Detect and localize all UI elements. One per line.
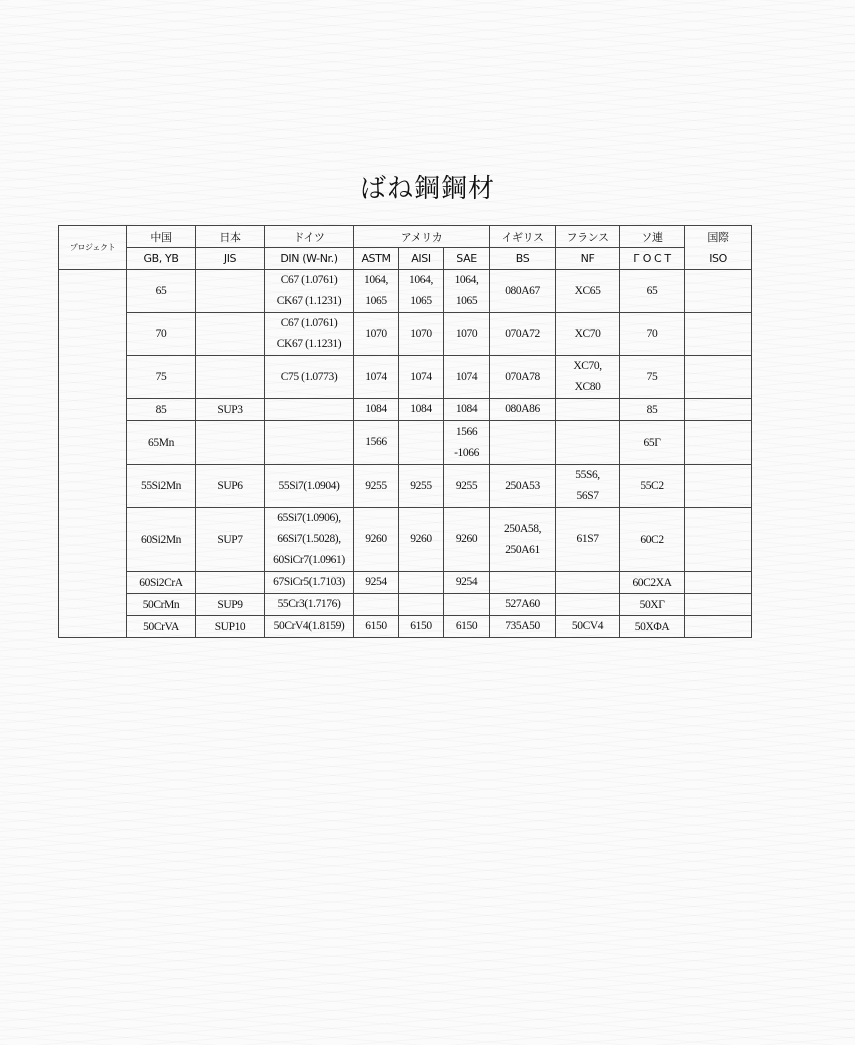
cell-line: 080A86 bbox=[505, 403, 540, 415]
cell-nf bbox=[556, 399, 620, 421]
cell-din bbox=[265, 356, 354, 399]
cell-line: C67 (1.0761) bbox=[280, 317, 338, 329]
cell-bs bbox=[490, 616, 556, 638]
cell-line: XC70, bbox=[573, 360, 602, 372]
cell-sae bbox=[444, 465, 490, 508]
cell-line: 9260 bbox=[365, 533, 387, 545]
cell-iso bbox=[685, 313, 752, 356]
cell-jis bbox=[196, 421, 265, 465]
cell-line: 1065 bbox=[455, 295, 478, 307]
cell-jis: SUP6 bbox=[196, 465, 265, 508]
table-row bbox=[59, 313, 752, 356]
cell-gost: 70 bbox=[620, 313, 685, 356]
cell-line: 250A61 bbox=[505, 543, 540, 556]
cell-gb: 75 bbox=[127, 356, 196, 399]
header-uk: イギリス bbox=[490, 226, 556, 248]
cell-gost: 60C2 bbox=[620, 508, 685, 572]
header-gost: Г О С Т bbox=[620, 248, 685, 270]
cell-line: 9260 bbox=[455, 533, 478, 545]
table-row bbox=[59, 572, 752, 594]
cell-gost: 50XΦA bbox=[620, 616, 685, 638]
project-cell bbox=[59, 270, 127, 638]
cell-line: 50CV4 bbox=[571, 620, 604, 632]
cell-line: C67 (1.0761) bbox=[280, 274, 338, 286]
cell-line: C75 (1.0773) bbox=[280, 370, 338, 383]
cell-nf bbox=[556, 356, 620, 399]
cell-din bbox=[265, 594, 354, 616]
spring-steel-table bbox=[58, 225, 752, 638]
cell-line: 1074 bbox=[410, 370, 432, 383]
header-france: フランス bbox=[556, 226, 620, 248]
cell-line: 1064, bbox=[364, 274, 388, 286]
cell-bs bbox=[490, 421, 556, 465]
cell-line: 9255 bbox=[365, 479, 387, 492]
cell-jis bbox=[196, 356, 265, 399]
cell-line: 66Si7(1.5028), bbox=[277, 533, 341, 545]
header-gb: GB, YB bbox=[127, 248, 196, 270]
cell-line: 65Si7(1.0906), bbox=[277, 512, 341, 524]
cell-line: XC70 bbox=[574, 327, 601, 340]
cell-line: 1084 bbox=[410, 403, 432, 415]
header-usa: アメリカ bbox=[354, 226, 490, 248]
cell-line: CK67 (1.1231) bbox=[276, 338, 342, 350]
cell-sae bbox=[444, 572, 490, 594]
header-row-countries bbox=[59, 226, 752, 248]
cell-line: 1065 bbox=[365, 295, 387, 307]
cell-jis bbox=[196, 313, 265, 356]
cell-sae bbox=[444, 270, 490, 313]
cell-astm bbox=[354, 572, 399, 594]
cell-line: 1084 bbox=[455, 403, 478, 415]
cell-iso bbox=[685, 399, 752, 421]
cell-line: 67SiCr5(1.7103) bbox=[273, 576, 345, 588]
cell-line: 9260 bbox=[410, 533, 432, 545]
header-astm: ASTM bbox=[354, 248, 399, 270]
header-iso: ISO bbox=[709, 251, 727, 265]
cell-gb: 65 bbox=[127, 270, 196, 313]
cell-line: 55S6, bbox=[575, 469, 600, 481]
cell-line: 6150 bbox=[365, 620, 387, 632]
cell-line: 55Si7(1.0904) bbox=[278, 479, 340, 492]
cell-nf bbox=[556, 508, 620, 572]
cell-line: 9254 bbox=[455, 576, 478, 588]
cell-nf bbox=[556, 572, 620, 594]
cell-bs bbox=[490, 465, 556, 508]
cell-bs bbox=[490, 572, 556, 594]
cell-iso bbox=[685, 594, 752, 616]
cell-line: 070A78 bbox=[505, 370, 540, 383]
cell-aisi bbox=[399, 270, 444, 313]
cell-astm bbox=[354, 270, 399, 313]
cell-aisi bbox=[399, 594, 444, 616]
cell-gost: 75 bbox=[620, 356, 685, 399]
cell-line: 527A60 bbox=[505, 598, 540, 610]
cell-astm bbox=[354, 465, 399, 508]
header-sae: SAE bbox=[444, 248, 490, 270]
cell-sae bbox=[444, 356, 490, 399]
page-title: ばね鋼鋼材 bbox=[359, 174, 495, 204]
cell-line: CK67 (1.1231) bbox=[276, 295, 342, 307]
cell-iso bbox=[685, 421, 752, 465]
cell-jis: SUP10 bbox=[196, 616, 265, 638]
cell-din bbox=[265, 572, 354, 594]
cell-aisi bbox=[399, 313, 444, 356]
cell-din bbox=[265, 465, 354, 508]
cell-line: 735A50 bbox=[505, 620, 540, 632]
table-row bbox=[59, 616, 752, 638]
cell-sae bbox=[444, 399, 490, 421]
header-china: 中国 bbox=[127, 226, 196, 248]
cell-iso bbox=[685, 465, 752, 508]
cell-gb: 50CrVA bbox=[127, 616, 196, 638]
header-bs: BS bbox=[490, 248, 556, 270]
cell-gb: 60Si2CrA bbox=[127, 572, 196, 594]
cell-gb: 65Mn bbox=[127, 421, 196, 465]
cell-astm bbox=[354, 594, 399, 616]
cell-aisi bbox=[399, 508, 444, 572]
table-row bbox=[59, 421, 752, 465]
table-row bbox=[59, 356, 752, 399]
cell-aisi bbox=[399, 421, 444, 465]
cell-sae bbox=[444, 508, 490, 572]
cell-line: 250A53 bbox=[505, 479, 540, 492]
cell-aisi bbox=[399, 572, 444, 594]
cell-line: 50CrV4(1.8159) bbox=[273, 620, 345, 632]
cell-iso bbox=[685, 616, 752, 638]
cell-iso bbox=[685, 508, 752, 572]
cell-line: 080A67 bbox=[505, 284, 540, 297]
cell-jis: SUP9 bbox=[196, 594, 265, 616]
cell-line: 55Cr3(1.7176) bbox=[277, 598, 341, 610]
cell-line: 1074 bbox=[365, 370, 387, 383]
table-row bbox=[59, 399, 752, 421]
header-project: プロジェクト bbox=[59, 226, 127, 270]
cell-astm bbox=[354, 356, 399, 399]
cell-gb: 85 bbox=[127, 399, 196, 421]
cell-nf bbox=[556, 616, 620, 638]
cell-astm bbox=[354, 508, 399, 572]
cell-gost: 65Г bbox=[620, 421, 685, 465]
cell-astm bbox=[354, 313, 399, 356]
cell-line: XC65 bbox=[574, 284, 601, 297]
cell-bs bbox=[490, 313, 556, 356]
cell-bs bbox=[490, 508, 556, 572]
header-din: DIN (W-Nr.) bbox=[265, 248, 354, 270]
header-jis: JIS bbox=[196, 248, 265, 270]
cell-iso bbox=[685, 270, 752, 313]
cell-line: 1064, bbox=[409, 274, 433, 286]
cell-din bbox=[265, 508, 354, 572]
cell-aisi bbox=[399, 399, 444, 421]
cell-aisi bbox=[399, 616, 444, 638]
cell-line: 1070 bbox=[410, 327, 432, 340]
cell-bs bbox=[490, 399, 556, 421]
cell-line: 1070 bbox=[455, 327, 478, 340]
cell-din bbox=[265, 399, 354, 421]
cell-nf bbox=[556, 270, 620, 313]
cell-astm bbox=[354, 616, 399, 638]
cell-din bbox=[265, 421, 354, 465]
header-ussr: ソ連 bbox=[620, 226, 685, 248]
header-intl bbox=[685, 226, 752, 270]
cell-sae bbox=[444, 616, 490, 638]
cell-nf bbox=[556, 465, 620, 508]
cell-jis bbox=[196, 270, 265, 313]
cell-line: 1074 bbox=[455, 370, 478, 383]
cell-gost: 55C2 bbox=[620, 465, 685, 508]
header-row-standards bbox=[59, 248, 752, 270]
cell-line: 1065 bbox=[410, 295, 432, 307]
cell-astm bbox=[354, 399, 399, 421]
cell-iso bbox=[685, 572, 752, 594]
cell-line: 1566 bbox=[365, 436, 387, 448]
cell-jis: SUP3 bbox=[196, 399, 265, 421]
cell-bs bbox=[490, 270, 556, 313]
cell-gost: 60C2XA bbox=[620, 572, 685, 594]
table-row bbox=[59, 465, 752, 508]
cell-bs bbox=[490, 356, 556, 399]
cell-line: 60SiCr7(1.0961) bbox=[273, 554, 345, 566]
cell-line: 1064, bbox=[454, 274, 479, 286]
cell-jis bbox=[196, 572, 265, 594]
cell-line: 56S7 bbox=[576, 490, 599, 502]
cell-line: 9254 bbox=[365, 576, 387, 588]
cell-line: 6150 bbox=[455, 620, 478, 632]
cell-line: 1084 bbox=[365, 403, 387, 415]
cell-din bbox=[265, 270, 354, 313]
cell-din bbox=[265, 616, 354, 638]
cell-gb: 55Si2Mn bbox=[127, 465, 196, 508]
cell-iso bbox=[685, 356, 752, 399]
cell-line: 6150 bbox=[410, 620, 432, 632]
cell-sae bbox=[444, 594, 490, 616]
cell-line: 1070 bbox=[365, 327, 387, 340]
cell-line: 9255 bbox=[455, 479, 478, 492]
cell-gb: 70 bbox=[127, 313, 196, 356]
cell-aisi bbox=[399, 356, 444, 399]
cell-jis: SUP7 bbox=[196, 508, 265, 572]
cell-gost: 85 bbox=[620, 399, 685, 421]
cell-line: 070A72 bbox=[505, 327, 540, 340]
cell-gb: 60Si2Mn bbox=[127, 508, 196, 572]
cell-line: XC80 bbox=[574, 381, 601, 393]
cell-gost: 65 bbox=[620, 270, 685, 313]
cell-line: 61S7 bbox=[576, 533, 599, 545]
header-aisi: AISI bbox=[399, 248, 444, 270]
cell-line: 250A58, bbox=[503, 522, 542, 535]
cell-sae bbox=[444, 421, 490, 465]
cell-nf bbox=[556, 313, 620, 356]
header-nf: NF bbox=[556, 248, 620, 270]
cell-nf bbox=[556, 421, 620, 465]
table-row bbox=[59, 508, 752, 572]
table-row bbox=[59, 594, 752, 616]
cell-sae bbox=[444, 313, 490, 356]
cell-din bbox=[265, 313, 354, 356]
cell-line: 9255 bbox=[410, 479, 432, 492]
cell-gb: 50CrMn bbox=[127, 594, 196, 616]
header-intl-label: 国際 bbox=[707, 230, 729, 244]
cell-line: 1566 bbox=[455, 425, 478, 438]
header-germany: ドイツ bbox=[265, 226, 354, 248]
cell-astm bbox=[354, 421, 399, 465]
cell-line: -1066 bbox=[454, 446, 479, 459]
cell-bs bbox=[490, 594, 556, 616]
cell-nf bbox=[556, 594, 620, 616]
cell-gost: 50XГ bbox=[620, 594, 685, 616]
header-japan: 日本 bbox=[196, 226, 265, 248]
cell-aisi bbox=[399, 465, 444, 508]
table-row bbox=[59, 270, 752, 313]
